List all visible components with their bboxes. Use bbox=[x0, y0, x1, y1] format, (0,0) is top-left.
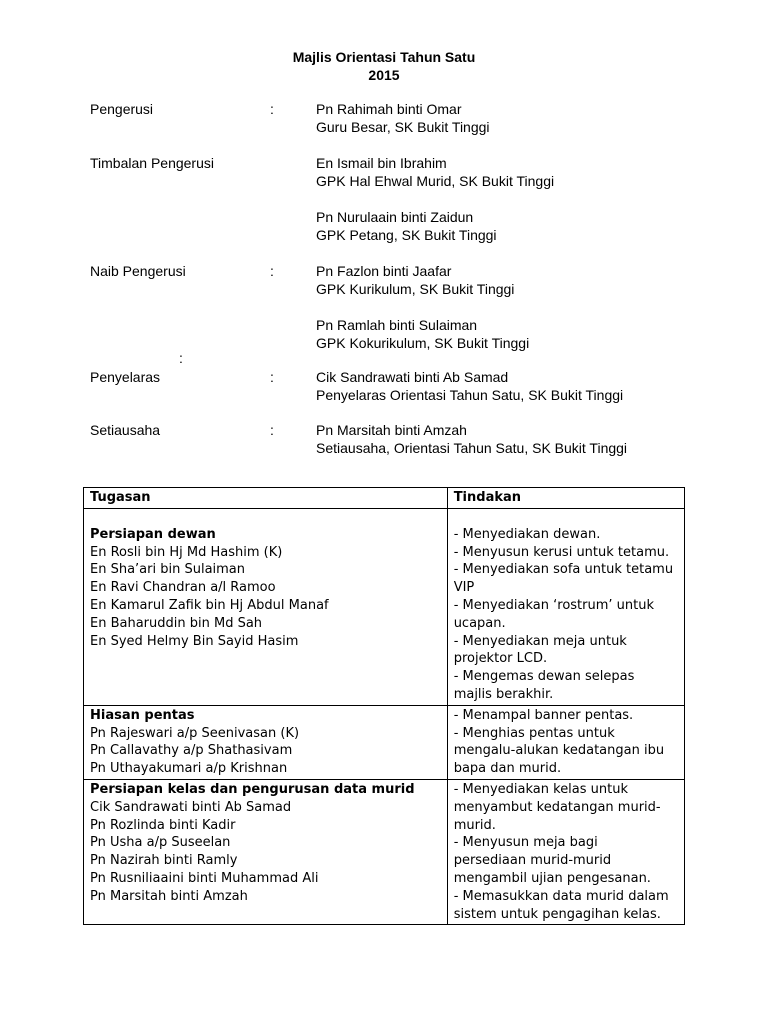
header-tindakan: Tindakan bbox=[447, 488, 684, 509]
member-name: Pn Callavathy a/p Shathasivam bbox=[90, 743, 293, 759]
document-title: Majlis Orientasi Tahun Satu bbox=[292, 49, 476, 65]
table-row bbox=[84, 779, 685, 924]
member-name: En Sha’ari bin Sulaiman bbox=[90, 562, 246, 578]
cell-spacer bbox=[454, 510, 678, 526]
action-cell bbox=[447, 508, 684, 705]
committee-name-line: En Ismail bin Ibrahim bbox=[316, 155, 447, 171]
action-line: - Memasukkan data murid dalam bbox=[453, 888, 669, 904]
table-row bbox=[84, 508, 685, 705]
member-name: En Kamarul Zafik bin Hj Abdul Manaf bbox=[90, 597, 329, 613]
task-title: Hiasan pentas bbox=[90, 707, 195, 723]
action-cell bbox=[447, 779, 684, 924]
committee-name-line: Setiausaha, Orientasi Tahun Satu, SK Bukit Tinggi bbox=[316, 440, 628, 456]
action-line: majlis berakhir. bbox=[453, 686, 554, 702]
committee-role: Penyelaras bbox=[90, 369, 161, 385]
committee-name-line: GPK Kurikulum, SK Bukit Tinggi bbox=[316, 281, 515, 297]
committee-colon: : bbox=[270, 263, 274, 279]
committee-role: Naib Pengerusi bbox=[90, 263, 186, 279]
committee-name-line: Penyelaras Orientasi Tahun Satu, SK Bukit Tinggi bbox=[316, 387, 624, 403]
member-name: Pn Usha a/p Suseelan bbox=[90, 835, 231, 851]
committee-name-line: Pn Marsitah binti Amzah bbox=[316, 422, 467, 438]
committee-colon: : bbox=[270, 422, 274, 438]
member-name: Pn Rusniliaaini binti Muhammad Ali bbox=[90, 870, 319, 886]
action-line: VIP bbox=[453, 580, 475, 596]
committee-colon: : bbox=[270, 101, 274, 117]
committee-name-line: Cik Sandrawati binti Ab Samad bbox=[316, 369, 509, 385]
header-tugasan: Tugasan bbox=[84, 488, 448, 509]
action-line: menyambut kedatangan murid- bbox=[453, 799, 661, 815]
task-title: Persiapan kelas dan pengurusan data murid bbox=[90, 781, 415, 797]
member-name: Pn Rozlinda binti Kadir bbox=[90, 817, 236, 833]
action-line: mengalu-alukan kedatangan ibu bbox=[453, 743, 665, 759]
member-name: En Baharuddin bin Md Sah bbox=[90, 615, 263, 631]
committee-name-line: Pn Fazlon binti Jaafar bbox=[316, 263, 452, 279]
action-line: - Menyediakan ‘rostrum’ untuk bbox=[453, 597, 654, 613]
committee-role: Setiausaha bbox=[90, 422, 161, 438]
task-cell bbox=[84, 779, 448, 924]
action-line: - Mengemas dewan selepas bbox=[453, 669, 635, 685]
action-line: murid. bbox=[453, 817, 496, 833]
action-line: projektor LCD. bbox=[453, 651, 548, 667]
committee-names bbox=[316, 262, 529, 352]
document-year: 2015 bbox=[368, 67, 400, 83]
cell-spacer bbox=[90, 510, 441, 526]
member-name: Pn Marsitah binti Amzah bbox=[90, 888, 248, 904]
member-name: Pn Rajeswari a/p Seenivasan (K) bbox=[90, 725, 300, 741]
action-line: - Menyediakan meja untuk bbox=[453, 633, 627, 649]
action-line: - Menyediakan sofa untuk tetamu bbox=[453, 562, 674, 578]
member-name: En Syed Helmy Bin Sayid Hasim bbox=[90, 633, 299, 649]
stray-colon: : bbox=[179, 350, 183, 366]
committee-name-line bbox=[316, 190, 554, 208]
action-line: - Menyusun meja bagi bbox=[453, 835, 598, 851]
committee-name-line bbox=[316, 298, 529, 316]
action-line: bapa dan murid. bbox=[453, 761, 562, 777]
committee-name-line: GPK Kokurikulum, SK Bukit Tinggi bbox=[316, 335, 530, 351]
action-cell bbox=[447, 705, 684, 779]
committee-name-line: GPK Petang, SK Bukit Tinggi bbox=[316, 227, 497, 243]
action-line: sistem untuk pengagihan kelas. bbox=[453, 906, 661, 922]
action-line: ucapan. bbox=[453, 615, 506, 631]
committee-name-line: Pn Rahimah binti Omar bbox=[316, 101, 462, 117]
action-line: - Menghias pentas untuk bbox=[453, 725, 615, 741]
committee-role: Timbalan Pengerusi bbox=[90, 155, 214, 171]
action-line: mengambil ujian pengesanan. bbox=[453, 870, 651, 886]
action-line: persediaan murid-murid bbox=[453, 853, 612, 869]
committee-role: Pengerusi bbox=[90, 101, 154, 117]
committee-names bbox=[316, 154, 554, 244]
committee-names bbox=[316, 100, 490, 136]
action-line: - Menyediakan dewan. bbox=[453, 526, 601, 542]
committee-names bbox=[316, 421, 627, 457]
member-name: En Rosli bin Hj Md Hashim (K) bbox=[90, 544, 283, 560]
committee-names bbox=[316, 368, 623, 404]
task-cell bbox=[84, 508, 448, 705]
committee-name-line: Pn Ramlah binti Sulaiman bbox=[316, 317, 478, 333]
action-line: - Menampal banner pentas. bbox=[453, 707, 634, 723]
action-line: - Menyediakan kelas untuk bbox=[453, 781, 629, 797]
action-line: - Menyusun kerusi untuk tetamu. bbox=[453, 544, 670, 560]
committee-name-line: Guru Besar, SK Bukit Tinggi bbox=[316, 119, 490, 135]
committee-name-line: Pn Nurulaain binti Zaidun bbox=[316, 209, 474, 225]
member-name: Cik Sandrawati binti Ab Samad bbox=[90, 799, 292, 815]
committee-colon: : bbox=[270, 369, 274, 385]
member-name: Pn Uthayakumari a/p Krishnan bbox=[90, 761, 288, 777]
task-cell bbox=[84, 705, 448, 779]
committee-name-line: GPK Hal Ehwal Murid, SK Bukit Tinggi bbox=[316, 173, 555, 189]
member-name: En Ravi Chandran a/l Ramoo bbox=[90, 580, 276, 596]
table-row bbox=[84, 705, 685, 779]
duties-table bbox=[83, 487, 685, 925]
table-header-row bbox=[84, 488, 685, 509]
member-name: Pn Nazirah binti Ramly bbox=[90, 853, 238, 869]
task-title: Persiapan dewan bbox=[90, 526, 216, 542]
